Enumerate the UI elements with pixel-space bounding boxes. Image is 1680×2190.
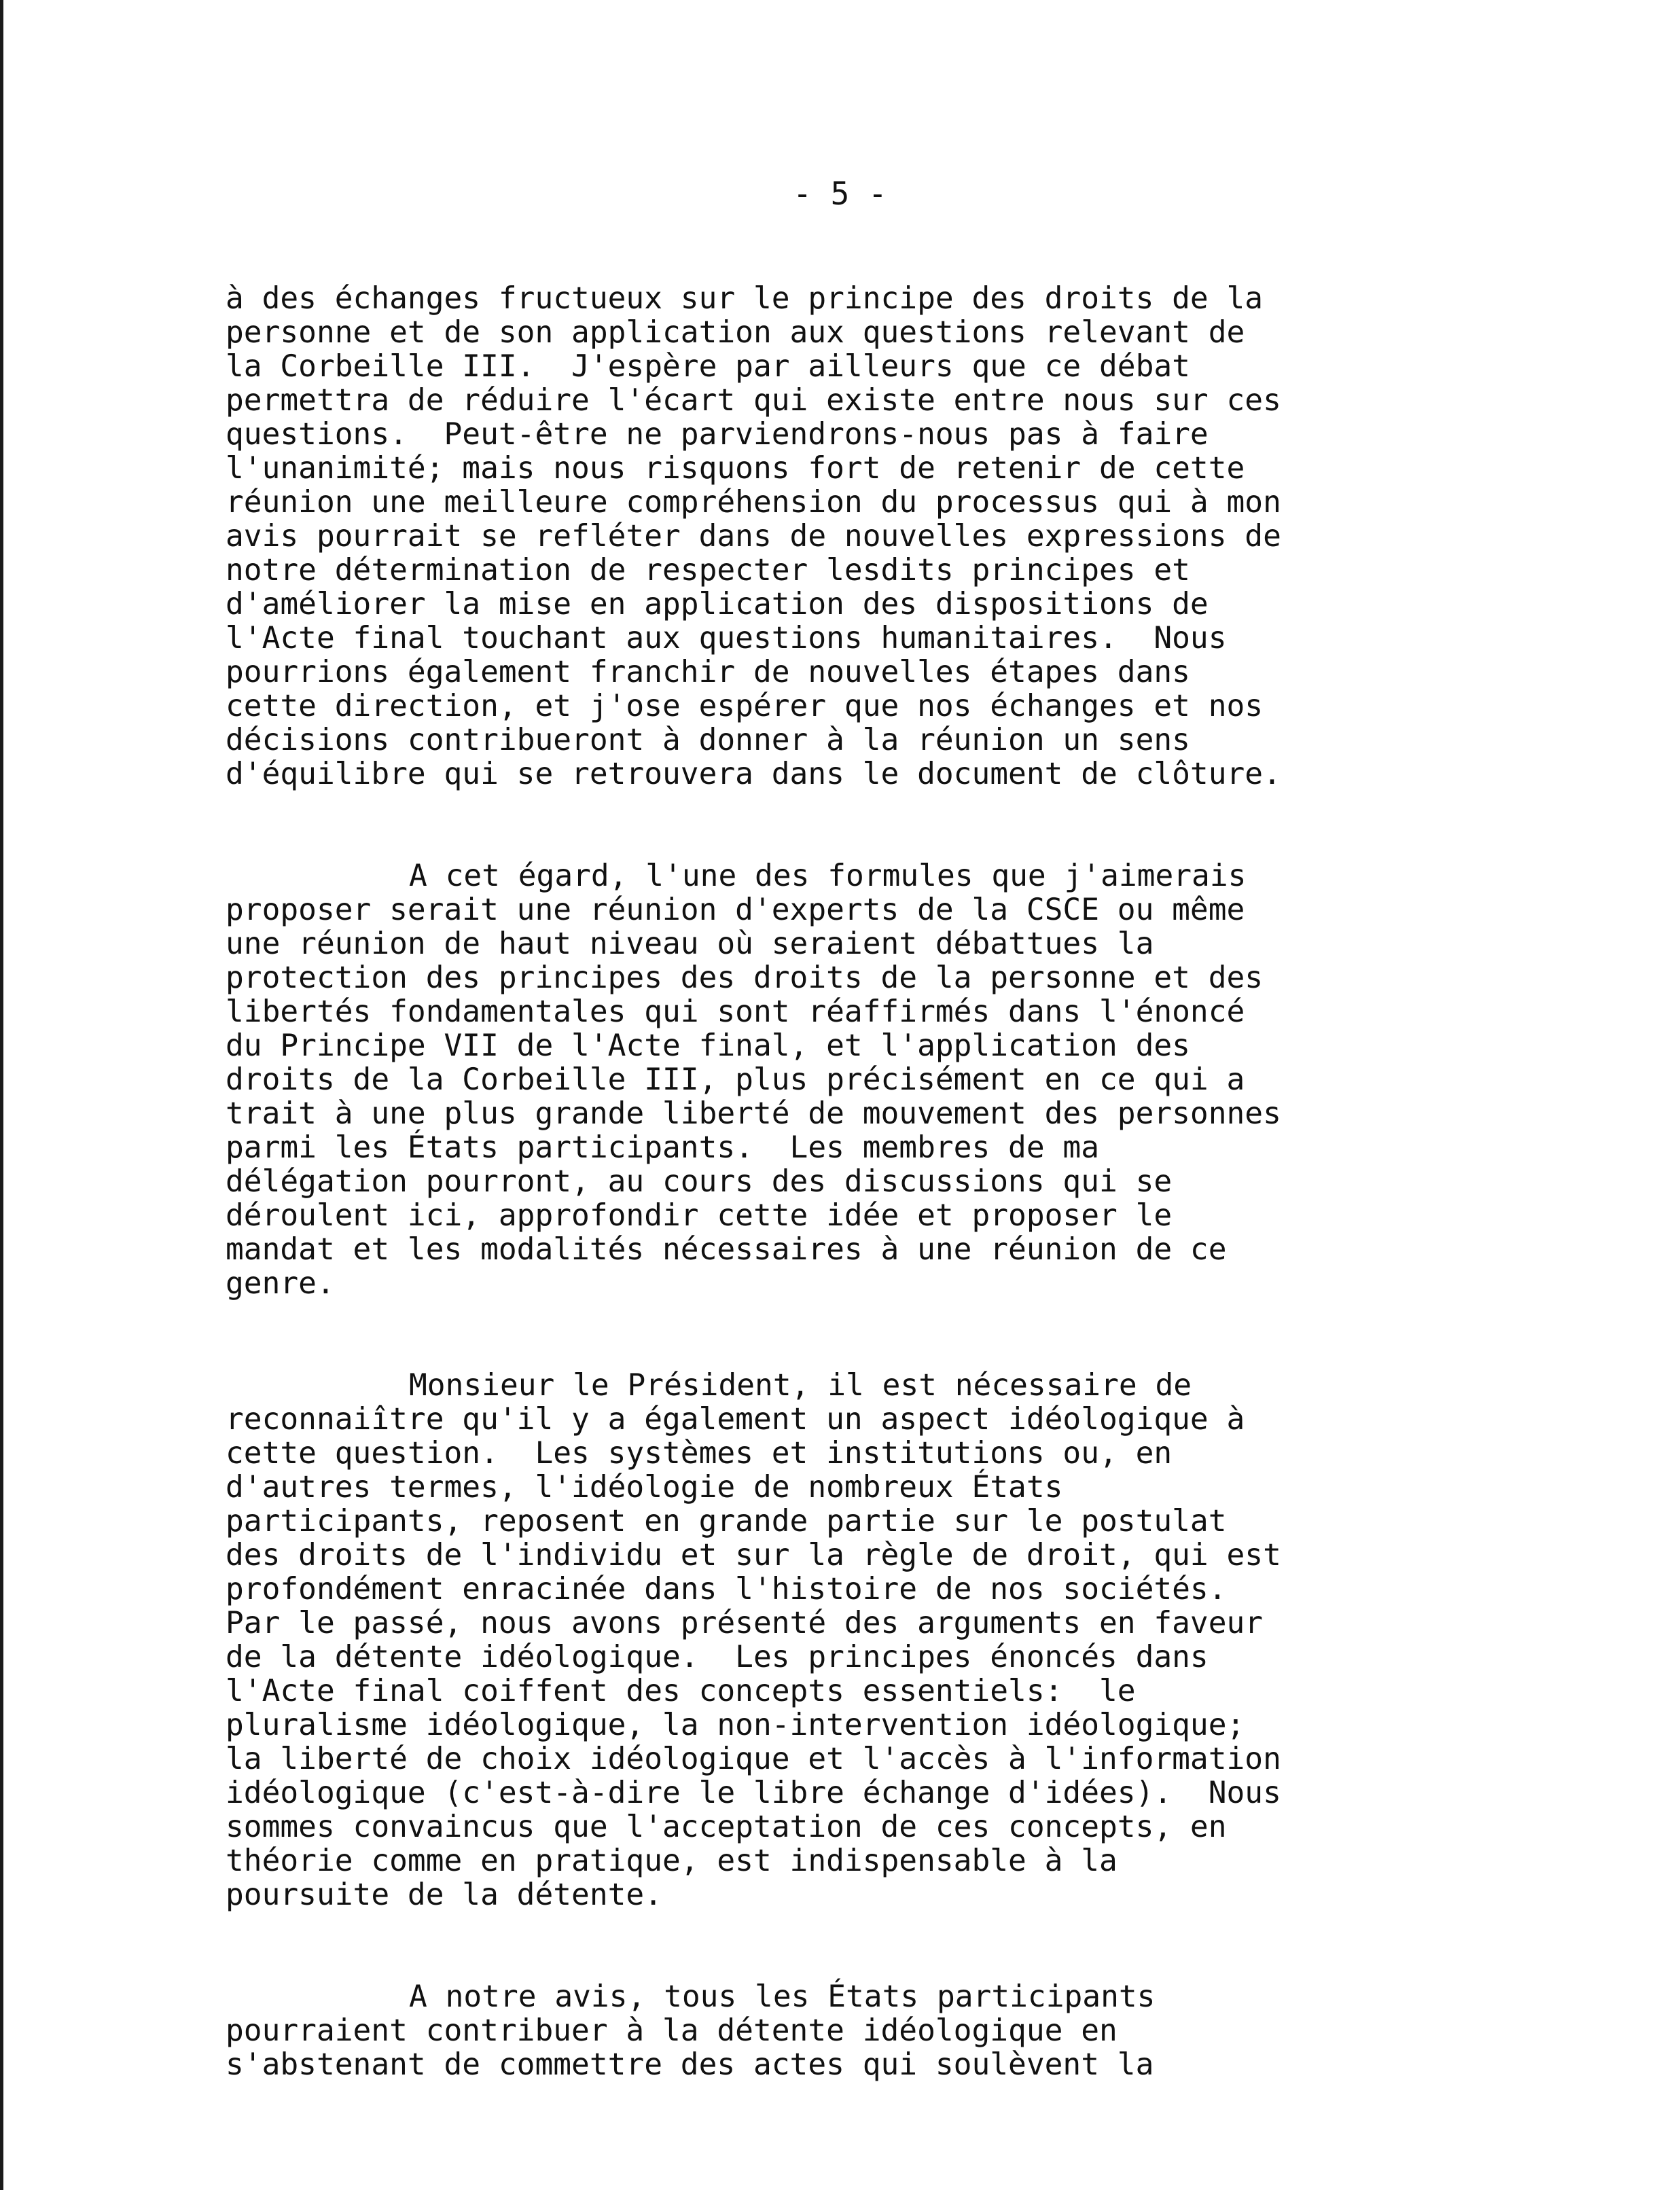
text-line: permettra de réduire l'écart qui existe entre nous sur ces [226,383,1281,418]
text-line: A cet égard, l'une des formules que j'aimerais [409,859,1247,893]
text-line: une réunion de haut niveau où seraient débattues la [226,927,1154,961]
text-line: du Principe VII de l'Acte final, et l'application des [226,1028,1190,1063]
text-line: la liberté de choix idéologique et l'accès à l'information [226,1742,1281,1776]
text-line: protection des principes des droits de la personne et des [226,961,1264,995]
text-line: notre détermination de respecter lesdits principes et [226,553,1190,588]
text-line: questions. Peut-être ne parviendrons-nous pas à faire [226,417,1209,452]
paragraph [226,1980,1448,2082]
text-line: mandat et les modalités nécessaires à une réunion de ce [226,1232,1227,1267]
page-number: - 5 - [793,175,887,212]
text-line: pourrions également franchir de nouvelles étapes dans [226,655,1190,689]
text-line: l'Acte final touchant aux questions humanitaires. Nous [226,621,1227,656]
text-line: décisions contribueront à donner à la réunion un sens [226,723,1190,757]
text-line: profondément enracinée dans l'histoire de nos sociétés. [226,1572,1227,1606]
text-line: Monsieur le Président, il est nécessaire de [409,1368,1192,1403]
text-line: Par le passé, nous avons présenté des arguments en faveur [226,1606,1264,1640]
text-line: délégation pourront, au cours des discussions qui se [226,1164,1173,1199]
text-line: d'autres termes, l'idéologie de nombreux États [226,1470,1063,1505]
text-line: l'unanimité; mais nous risquons fort de retenir de cette [226,451,1245,486]
text-line: s'abstenant de commettre des actes qui soulèvent la [226,2047,1154,2082]
text-line: d'équilibre qui se retrouvera dans le document de clôture. [226,757,1281,791]
text-line: d'améliorer la mise en application des dispositions de [226,587,1209,622]
text-line: personne et de son application aux questions relevant de [226,315,1245,350]
text-line: réunion une meilleure compréhension du processus qui à mon [226,485,1281,520]
paragraph [226,859,1448,1301]
paragraph [226,282,1448,791]
text-line: idéologique (c'est-à-dire le libre échange d'idées). Nous [226,1776,1281,1810]
text-line: déroulent ici, approfondir cette idée et proposer le [226,1198,1173,1233]
text-line: parmi les États participants. Les membres de ma [226,1130,1099,1165]
text-line: des droits de l'individu et sur la règle de droit, qui est [226,1538,1281,1573]
paragraph [226,1369,1448,1912]
text-line: théorie comme en pratique, est indispensable à la [226,1844,1118,1878]
text-line: libertés fondamentales qui sont réaffirmés dans l'énoncé [226,994,1245,1029]
text-line: pluralisme idéologique, la non-intervention idéologique; [226,1708,1245,1742]
text-line: avis pourrait se refléter dans de nouvelles expressions de [226,519,1281,554]
text-line: pourraient contribuer à la détente idéologique en [226,2013,1118,2048]
text-line: cette question. Les systèmes et institutions ou, en [226,1436,1173,1471]
text-line: droits de la Corbeille III, plus précisément en ce qui a [226,1062,1245,1097]
text-line: poursuite de la détente. [226,1878,662,1912]
text-line: participants, reposent en grande partie sur le postulat [226,1504,1227,1539]
text-line: sommes convaincus que l'acceptation de ces concepts, en [226,1810,1227,1844]
text-line: à des échanges fructueux sur le principe des droits de la [226,281,1264,316]
text-line: l'Acte final coiffent des concepts essentiels: le [226,1674,1136,1708]
text-line: de la détente idéologique. Les principes énoncés dans [226,1640,1209,1674]
text-line: reconnaiître qu'il y a également un aspect idéologique à [226,1402,1245,1437]
text-line: A notre avis, tous les États participants [409,1979,1156,2014]
text-line: trait à une plus grande liberté de mouvement des personnes [226,1096,1281,1131]
text-line: cette direction, et j'ose espérer que nos échanges et nos [226,689,1264,723]
document-body [226,282,1448,2150]
text-line: proposer serait une réunion d'experts de la CSCE ou même [226,893,1245,927]
text-line: genre. [226,1266,335,1301]
scan-left-edge [0,0,3,2190]
text-line: la Corbeille III. J'espère par ailleurs que ce débat [226,349,1190,384]
